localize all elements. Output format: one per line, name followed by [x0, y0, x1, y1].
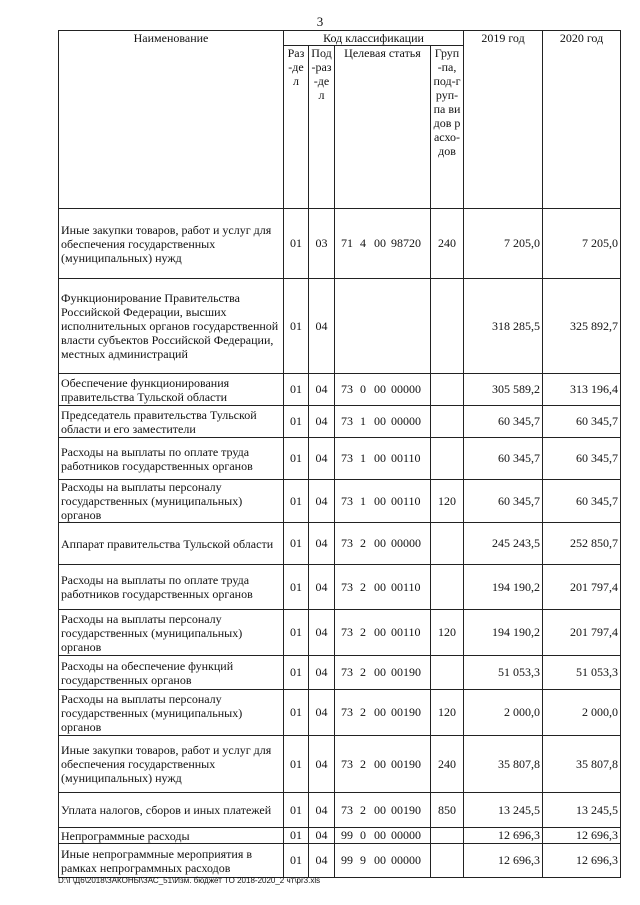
target-article-part: 1	[360, 493, 366, 508]
row-section: 01	[284, 828, 309, 844]
row-amount-2020: 313 196,4	[543, 374, 621, 406]
target-article-part: 00110	[391, 451, 421, 465]
target-article-part: 1	[360, 451, 366, 465]
row-name: Расходы на выплаты по оплате труда работников государственных органов	[59, 438, 284, 480]
row-section: 01	[284, 523, 309, 565]
row-subsection: 03	[309, 209, 335, 279]
row-expense-group	[431, 406, 464, 438]
target-article-part: 0	[360, 828, 366, 842]
target-article-part: 00190	[391, 705, 421, 719]
row-subsection: 04	[309, 736, 335, 793]
row-amount-2019: 12 696,3	[464, 844, 543, 878]
row-name: Иные закупки товаров, работ и услуг для обеспечения государственных (муниципальных) нужд	[59, 209, 284, 279]
row-section: 01	[284, 480, 309, 523]
row-subsection: 04	[309, 438, 335, 480]
header-year-2020: 2020 год	[543, 31, 621, 209]
row-name: Председатель правительства Тульской области и его заместители	[59, 406, 284, 438]
row-subsection: 04	[309, 374, 335, 406]
table-row	[59, 565, 621, 610]
row-subsection: 04	[309, 480, 335, 523]
row-section: 01	[284, 406, 309, 438]
row-amount-2019: 51 053,3	[464, 656, 543, 690]
row-name: Иные закупки товаров, работ и услуг для обеспечения государственных (муниципальных) нужд	[59, 736, 284, 793]
row-target-article	[335, 406, 431, 438]
row-target-article	[335, 828, 431, 844]
row-subsection: 04	[309, 565, 335, 610]
target-article-part: 2	[360, 802, 366, 817]
table-row	[59, 523, 621, 565]
row-expense-group	[431, 438, 464, 480]
row-expense-group	[431, 279, 464, 374]
row-amount-2020: 13 245,5	[543, 793, 621, 828]
row-amount-2020: 60 345,7	[543, 480, 621, 523]
row-expense-group: 850	[431, 793, 464, 828]
target-article-part: 00	[374, 853, 386, 867]
target-article-part: 00000	[391, 853, 421, 867]
target-article-part: 00110	[391, 493, 421, 508]
row-section: 01	[284, 209, 309, 279]
target-article-part: 99	[341, 828, 353, 842]
row-target-article	[335, 523, 431, 565]
row-amount-2020: 12 696,3	[543, 844, 621, 878]
row-name: Аппарат правительства Тульской области	[59, 523, 284, 565]
table-row	[59, 480, 621, 523]
target-article-part: 73	[341, 451, 353, 465]
row-amount-2019: 7 205,0	[464, 209, 543, 279]
row-section: 01	[284, 610, 309, 656]
row-target-article	[335, 374, 431, 406]
table-row	[59, 374, 621, 406]
target-article-part: 4	[360, 236, 366, 250]
target-article-part: 99	[341, 853, 353, 867]
row-target-article	[335, 209, 431, 279]
row-name: Функционирование Правительства Российской Федерации, высших исполнительных органов государственной власти субъектов Российской Федерации, местных администраций	[59, 279, 284, 374]
row-target-article	[335, 610, 431, 656]
target-article-part: 00000	[391, 536, 421, 550]
target-article-part: 2	[360, 756, 366, 771]
row-target-article	[335, 793, 431, 828]
target-article-part: 00000	[391, 828, 421, 842]
file-path-footer: D:\Г\Д6\2018\ЗАКОНЫ\ЗАС_51\Изм. бюджет ТО 2018-2020_2 чт\pr3.xls	[58, 876, 321, 885]
row-subsection: 04	[309, 690, 335, 736]
row-target-article	[335, 279, 431, 374]
target-article-part: 73	[341, 579, 353, 594]
row-expense-group: 120	[431, 480, 464, 523]
row-subsection: 04	[309, 406, 335, 438]
header-subsection: Под-раз-дел	[309, 46, 335, 209]
target-article-part: 00110	[391, 625, 421, 639]
row-amount-2019: 245 243,5	[464, 523, 543, 565]
row-section: 01	[284, 793, 309, 828]
row-amount-2020: 12 696,3	[543, 828, 621, 844]
row-subsection: 04	[309, 656, 335, 690]
target-article-part: 00	[374, 414, 386, 428]
budget-table	[58, 30, 621, 878]
row-expense-group: 120	[431, 610, 464, 656]
table-row	[59, 209, 621, 279]
target-article-part: 9	[360, 853, 366, 867]
row-target-article	[335, 736, 431, 793]
target-article-part: 73	[341, 414, 353, 428]
target-article-part: 0	[360, 382, 366, 396]
row-name: Обеспечение функционирования правительства Тульской области	[59, 374, 284, 406]
row-target-article	[335, 480, 431, 523]
row-subsection: 04	[309, 793, 335, 828]
row-expense-group: 240	[431, 736, 464, 793]
row-subsection: 04	[309, 523, 335, 565]
row-expense-group	[431, 656, 464, 690]
table-row	[59, 656, 621, 690]
target-article-part: 00000	[391, 382, 421, 396]
header-name: Наименование	[59, 31, 284, 209]
target-article-part: 2	[360, 705, 366, 719]
header-target: Целевая статья	[335, 46, 431, 209]
target-article-part: 1	[360, 414, 366, 428]
target-article-part: 00	[374, 625, 386, 639]
target-article-part: 2	[360, 536, 366, 550]
row-name: Уплата налогов, сборов и иных платежей	[59, 793, 284, 828]
row-name: Расходы на обеспечение функций государственных органов	[59, 656, 284, 690]
row-section: 01	[284, 438, 309, 480]
target-article-part: 2	[360, 665, 366, 679]
target-article-part: 00	[374, 828, 386, 842]
row-amount-2019: 305 589,2	[464, 374, 543, 406]
row-amount-2020: 201 797,4	[543, 610, 621, 656]
header-group: Груп-па, под-груп-па видов расхо-дов	[431, 46, 464, 209]
row-target-article	[335, 565, 431, 610]
table-row	[59, 736, 621, 793]
row-section: 01	[284, 656, 309, 690]
row-expense-group	[431, 844, 464, 878]
row-amount-2019: 60 345,7	[464, 406, 543, 438]
row-expense-group	[431, 828, 464, 844]
table-row	[59, 610, 621, 656]
row-target-article	[335, 844, 431, 878]
header-year-2019: 2019 год	[464, 31, 543, 209]
target-article-part: 73	[341, 493, 353, 508]
row-expense-group	[431, 565, 464, 610]
row-amount-2020: 252 850,7	[543, 523, 621, 565]
row-amount-2019: 60 345,7	[464, 438, 543, 480]
row-name: Иные непрограммные мероприятия в рамках непрограммных расходов	[59, 844, 284, 878]
target-article-part: 00190	[391, 756, 421, 771]
target-article-part: 00	[374, 236, 386, 250]
row-expense-group: 120	[431, 690, 464, 736]
row-amount-2019: 2 000,0	[464, 690, 543, 736]
table-row	[59, 793, 621, 828]
row-amount-2019: 35 807,8	[464, 736, 543, 793]
row-amount-2020: 51 053,3	[543, 656, 621, 690]
target-article-part: 71	[341, 236, 353, 250]
row-name: Расходы на выплаты персоналу государственных (муниципальных) органов	[59, 480, 284, 523]
row-amount-2020: 2 000,0	[543, 690, 621, 736]
row-target-article	[335, 690, 431, 736]
row-name: Расходы на выплаты персоналу государственных (муниципальных) органов	[59, 690, 284, 736]
target-article-part: 98720	[391, 236, 421, 250]
table-row	[59, 438, 621, 480]
table-row	[59, 406, 621, 438]
row-section: 01	[284, 736, 309, 793]
target-article-part: 73	[341, 705, 353, 719]
target-article-part: 00	[374, 493, 386, 508]
row-target-article	[335, 656, 431, 690]
target-article-part: 73	[341, 382, 353, 396]
row-section: 01	[284, 690, 309, 736]
target-article-part: 00	[374, 802, 386, 817]
row-expense-group	[431, 374, 464, 406]
row-amount-2020: 325 892,7	[543, 279, 621, 374]
target-article-part: 00	[374, 536, 386, 550]
table-row	[59, 690, 621, 736]
target-article-part: 00	[374, 665, 386, 679]
target-article-part: 2	[360, 625, 366, 639]
row-amount-2019: 60 345,7	[464, 480, 543, 523]
header-classification: Код классификации	[284, 31, 464, 46]
target-article-part: 00	[374, 451, 386, 465]
row-amount-2020: 35 807,8	[543, 736, 621, 793]
row-target-article	[335, 438, 431, 480]
row-subsection: 04	[309, 279, 335, 374]
row-subsection: 04	[309, 828, 335, 844]
row-amount-2020: 7 205,0	[543, 209, 621, 279]
row-amount-2020: 60 345,7	[543, 406, 621, 438]
row-amount-2019: 194 190,2	[464, 565, 543, 610]
row-amount-2019: 12 696,3	[464, 828, 543, 844]
target-article-part: 00110	[391, 579, 421, 594]
target-article-part: 00	[374, 705, 386, 719]
row-amount-2020: 201 797,4	[543, 565, 621, 610]
row-section: 01	[284, 565, 309, 610]
table-row	[59, 828, 621, 844]
row-section: 01	[284, 279, 309, 374]
row-expense-group: 240	[431, 209, 464, 279]
target-article-part: 00	[374, 756, 386, 771]
target-article-part: 73	[341, 625, 353, 639]
row-amount-2020: 60 345,7	[543, 438, 621, 480]
target-article-part: 73	[341, 802, 353, 817]
header-section: Раз-дел	[284, 46, 309, 209]
target-article-part: 00	[374, 382, 386, 396]
target-article-part: 00	[374, 579, 386, 594]
table-body	[59, 209, 621, 878]
table-row	[59, 279, 621, 374]
row-name: Расходы на выплаты по оплате труда работников государственных органов	[59, 565, 284, 610]
row-amount-2019: 318 285,5	[464, 279, 543, 374]
row-name: Расходы на выплаты персоналу государственных (муниципальных) органов	[59, 610, 284, 656]
row-subsection: 04	[309, 844, 335, 878]
target-article-part: 00190	[391, 802, 421, 817]
row-section: 01	[284, 374, 309, 406]
row-name: Непрограммные расходы	[59, 828, 284, 844]
target-article-part: 00000	[391, 414, 421, 428]
target-article-part: 00190	[391, 665, 421, 679]
row-amount-2019: 13 245,5	[464, 793, 543, 828]
table-row	[59, 844, 621, 878]
row-subsection: 04	[309, 610, 335, 656]
row-expense-group	[431, 523, 464, 565]
target-article-part: 73	[341, 665, 353, 679]
target-article-part: 2	[360, 579, 366, 594]
target-article-part: 73	[341, 756, 353, 771]
row-amount-2019: 194 190,2	[464, 610, 543, 656]
row-section: 01	[284, 844, 309, 878]
page-number: 3	[316, 14, 324, 29]
target-article-part: 73	[341, 536, 353, 550]
